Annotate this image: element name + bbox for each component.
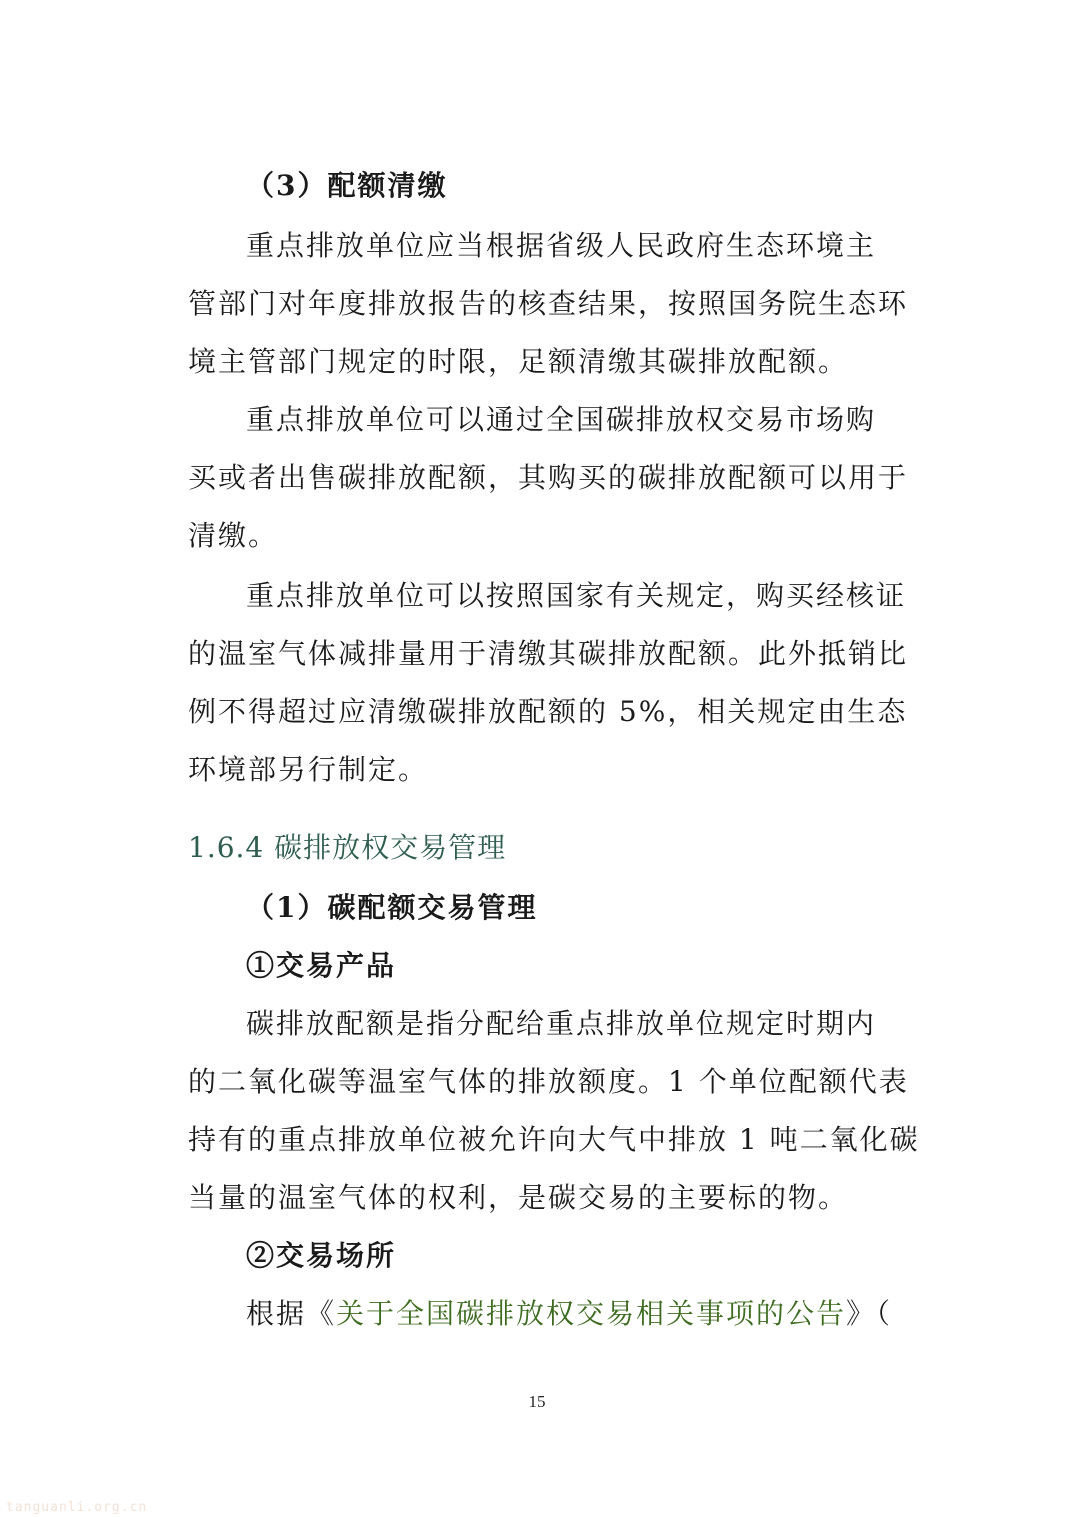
paragraph-line: 重点排放单位可以按照国家有关规定，购买经核证 [246,579,907,612]
paragraph-line: 持有的重点排放单位被允许向大气中排放 1 吨二氧化碳 [188,1123,920,1156]
page-number: 15 [528,1392,546,1411]
subsection-title-trade-products: ①交易产品 [246,949,397,982]
paragraph-line: 环境部另行制定。 [188,753,429,786]
watermark-text: tanguanli.org.cn [6,1500,148,1515]
paragraph-line: 例不得超过应清缴碳排放配额的 5%，相关规定由生态 [188,695,908,728]
paragraph-line: 的二氧化碳等温室气体的排放额度。1 个单位配额代表 [188,1065,909,1098]
paragraph-line: 的温室气体减排量用于清缴其碳排放配额。此外抵销比 [188,637,909,670]
paragraph-line: 清缴。 [188,519,279,552]
link-suffix: 》（ [846,1297,893,1330]
paragraph-line: 碳排放配额是指分配给重点排放单位规定时期内 [246,1007,877,1040]
subsection-title-trade-venue: ②交易场所 [246,1239,397,1272]
paragraph-line: 境主管部门规定的时限，足额清缴其碳排放配额。 [188,345,849,378]
paragraph-line: 买或者出售碳排放配额，其购买的碳排放配额可以用于 [188,461,909,494]
paragraph-line: 当量的温室气体的权利，是碳交易的主要标的物。 [188,1181,849,1214]
paragraph-line: 重点排放单位应当根据省级人民政府生态环境主 [246,229,877,262]
paragraph-line: 重点排放单位可以通过全国碳排放权交易市场购 [246,403,877,436]
section-heading-1-6-4: 1.6.4 碳排放权交易管理 [188,831,507,864]
announcement-link[interactable]: 关于全国碳排放权交易相关事项的公告 [336,1297,847,1330]
section-3-title: （3）配额清缴 [246,169,448,202]
link-prefix: 根据《 [246,1297,337,1330]
section-1-title: （1）碳配额交易管理 [246,891,538,924]
paragraph-line: 管部门对年度排放报告的核查结果，按照国务院生态环 [188,287,909,320]
paragraph-line-with-link [246,1294,946,1334]
